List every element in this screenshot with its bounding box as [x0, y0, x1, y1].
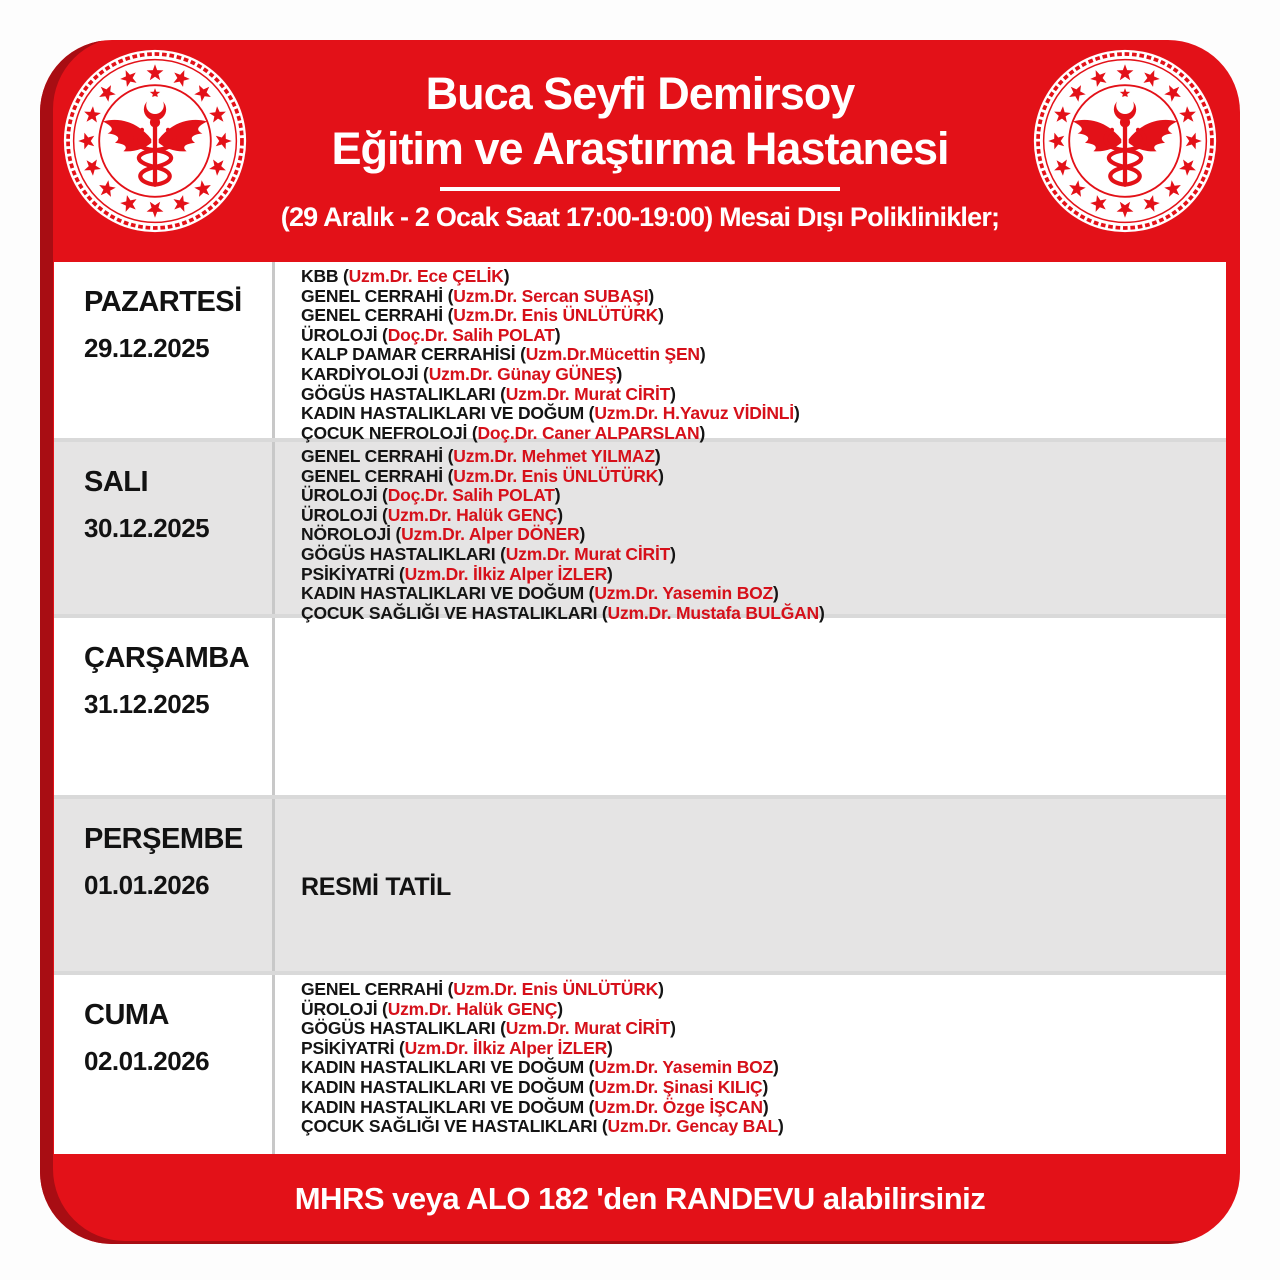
- department-name: ÇOCUK SAĞLIĞI VE HASTALIKLARI (: [301, 602, 608, 623]
- closing-paren: ): [658, 305, 664, 326]
- department-name: KADIN HASTALIKLARI VE DOĞUM (: [301, 1096, 595, 1117]
- department-name: GENEL CERRAHİ (: [301, 285, 454, 306]
- department-name: GÖGÜS HASTALIKLARI (: [301, 383, 506, 404]
- closing-paren: ): [819, 602, 825, 623]
- closing-paren: ): [773, 1057, 779, 1078]
- schedule-entry: [301, 525, 1214, 545]
- closing-paren: ): [762, 1096, 769, 1117]
- day-cell: [54, 442, 272, 614]
- day-name: ÇARŞAMBA: [84, 642, 250, 674]
- day-date: 31.12.2025: [84, 689, 210, 719]
- doctor-name: Uzm.Dr. Sercan SUBAŞI: [453, 285, 649, 306]
- closing-paren: ): [579, 524, 586, 545]
- doctor-name: Uzm.Dr. Enis ÜNLÜTÜRK: [453, 465, 659, 486]
- schedule-entry: [301, 545, 1214, 565]
- closing-paren: ): [503, 266, 510, 286]
- doctor-name: Uzm.Dr. Yasemin BOZ: [594, 583, 774, 604]
- department-name: NÖROLOJİ (: [301, 524, 402, 545]
- department-name: ÜROLOJİ (: [301, 504, 388, 525]
- closing-paren: ): [554, 324, 561, 345]
- schedule-entry: [301, 385, 1214, 405]
- doctor-name: Doç.Dr. Salih POLAT: [387, 485, 555, 506]
- schedule-entry: [301, 584, 1214, 604]
- appointment-info-text: MHRS veya ALO 182 'den RANDEVU alabilirsiniz: [294, 1181, 986, 1216]
- department-name: GENEL CERRAHİ (: [301, 305, 454, 326]
- department-name: PSİKİYATRİ (: [301, 1037, 405, 1058]
- entries-cell: [275, 262, 1226, 443]
- day-cell: [54, 975, 272, 1154]
- closing-paren: ): [616, 363, 623, 384]
- closing-paren: ): [670, 1018, 676, 1039]
- schedule-entry: [301, 1019, 1214, 1039]
- department-name: GENEL CERRAHİ (: [301, 465, 454, 486]
- doctor-name: Uzm.Dr. Murat CİRİT: [505, 383, 671, 404]
- table-row-friday: [54, 975, 1226, 1154]
- closing-paren: ): [648, 285, 655, 306]
- day-cell: [54, 618, 272, 795]
- closing-paren: ): [699, 344, 706, 365]
- schedule-entry: [301, 424, 1214, 444]
- row-note-resmi-tatil: RESMİ TATİL: [301, 873, 451, 901]
- doctor-name: Doç.Dr. Salih POLAT: [387, 324, 555, 345]
- title-divider: [440, 187, 840, 191]
- doctor-name: Uzm.Dr.Mücettin ŞEN: [525, 344, 700, 365]
- schedule-entry: [301, 326, 1214, 346]
- department-name: GÖGÜS HASTALIKLARI (: [301, 543, 506, 564]
- department-name: ÇOCUK NEFROLOJİ (: [301, 422, 478, 443]
- department-name: ÜROLOJİ (: [301, 998, 388, 1019]
- closing-paren: ): [557, 504, 563, 525]
- department-name: KALP DAMAR CERRAHİSİ (: [301, 344, 526, 365]
- footer: [40, 1154, 1240, 1244]
- doctor-name: Uzm.Dr. Mustafa BULĞAN: [607, 602, 819, 623]
- day-name: SALI: [84, 466, 149, 498]
- table-row-thursday: [54, 799, 1226, 971]
- department-name: KADIN HASTALIKLARI VE DOĞUM (: [301, 1057, 595, 1078]
- department-name: KADIN HASTALIKLARI VE DOĞUM (: [301, 403, 595, 424]
- closing-paren: ): [658, 979, 664, 999]
- doctor-name: Uzm.Dr. Alper DÖNER: [401, 524, 580, 545]
- schedule-entry: [301, 404, 1214, 424]
- closing-paren: ): [654, 446, 661, 466]
- schedule-entry: [301, 486, 1214, 506]
- schedule-entry: [301, 506, 1214, 526]
- doctor-name: Uzm.Dr. Enis ÜNLÜTÜRK: [453, 979, 659, 999]
- schedule-entry: [301, 1117, 1214, 1137]
- closing-paren: ): [658, 465, 664, 486]
- department-name: GENEL CERRAHİ (: [301, 979, 454, 999]
- entries-cell: [275, 618, 1226, 795]
- schedule-entry: [301, 1000, 1214, 1020]
- doctor-name: Doç.Dr. Caner ALPARSLAN: [477, 422, 700, 443]
- day-name: PERŞEMBE: [84, 823, 243, 855]
- doctor-name: Uzm.Dr. Gencay BAL: [607, 1116, 779, 1137]
- doctor-name: Uzm.Dr. Ece ÇELİK: [348, 266, 504, 286]
- day-name: PAZARTESİ: [84, 286, 242, 318]
- doctor-name: Uzm.Dr. Halük GENÇ: [387, 998, 558, 1019]
- schedule-entry: [301, 565, 1214, 585]
- hospital-title: [270, 66, 1010, 176]
- closing-paren: ): [699, 422, 706, 443]
- doctor-name: Uzm.Dr. Murat CİRİT: [505, 543, 671, 564]
- closing-paren: ): [670, 543, 676, 564]
- department-name: PSİKİYATRİ (: [301, 563, 405, 584]
- schedule-entry: [301, 1078, 1214, 1098]
- doctor-name: Uzm.Dr. İlkiz Alper İZLER: [404, 1037, 608, 1058]
- entries-cell: [275, 442, 1226, 623]
- department-name: ÜROLOJİ (: [301, 485, 388, 506]
- doctor-name: Uzm.Dr. Özge İŞCAN: [594, 1096, 763, 1117]
- department-name: KARDİYOLOJİ (: [301, 363, 429, 384]
- closing-paren: ): [778, 1116, 784, 1137]
- header: [40, 40, 1240, 262]
- schedule-entry: [301, 365, 1214, 385]
- department-name: GÖGÜS HASTALIKLARI (: [301, 1018, 506, 1039]
- doctor-name: Uzm.Dr. Murat CİRİT: [505, 1018, 671, 1039]
- closing-paren: ): [793, 403, 800, 424]
- closing-paren: ): [607, 563, 613, 584]
- closing-paren: ): [773, 583, 779, 604]
- department-name: KADIN HASTALIKLARI VE DOĞUM (: [301, 583, 595, 604]
- closing-paren: ): [607, 1037, 613, 1058]
- title-line-2: Eğitim ve Araştırma Hastanesi: [331, 123, 949, 174]
- table-row-monday: [54, 262, 1226, 443]
- schedule-entry: [301, 345, 1214, 365]
- doctor-name: Uzm.Dr. H.Yavuz VİDİNLİ: [594, 403, 794, 424]
- doctor-name: Uzm.Dr. Yasemin BOZ: [594, 1057, 774, 1078]
- department-name: KADIN HASTALIKLARI VE DOĞUM (: [301, 1076, 595, 1097]
- schedule-entry: [301, 306, 1214, 326]
- schedule-entry: [301, 267, 1214, 287]
- entries-cell: [275, 975, 1226, 1154]
- closing-paren: ): [762, 1076, 769, 1097]
- schedule-entry: [301, 447, 1214, 467]
- schedule-table: [54, 262, 1226, 1154]
- day-cell: [54, 262, 272, 438]
- doctor-name: Uzm.Dr. Mehmet YILMAZ: [453, 446, 655, 466]
- closing-paren: ): [554, 485, 561, 506]
- day-date: 29.12.2025: [84, 333, 210, 363]
- doctor-name: Uzm.Dr. Halük GENÇ: [387, 504, 558, 525]
- department-name: KBB (: [301, 266, 349, 286]
- schedule-entry: [301, 467, 1214, 487]
- department-name: ÇOCUK SAĞLIĞI VE HASTALIKLARI (: [301, 1116, 608, 1137]
- day-date: 01.01.2026: [84, 870, 210, 900]
- schedule-entry: [301, 980, 1214, 1000]
- entries-cell: [275, 799, 1226, 971]
- table-row-tuesday: [54, 442, 1226, 623]
- schedule-entry: [301, 1098, 1214, 1118]
- closing-paren: ): [670, 383, 676, 404]
- doctor-name: Uzm.Dr. Enis ÜNLÜTÜRK: [453, 305, 659, 326]
- poster-card: [40, 40, 1240, 1244]
- schedule-entry: [301, 1039, 1214, 1059]
- department-name: ÜROLOJİ (: [301, 324, 388, 345]
- doctor-name: Uzm.Dr. İlkiz Alper İZLER: [404, 563, 608, 584]
- day-cell: [54, 799, 272, 971]
- department-name: GENEL CERRAHİ (: [301, 446, 454, 466]
- day-name: CUMA: [84, 999, 169, 1031]
- doctor-name: Uzm.Dr. Günay GÜNEŞ: [428, 363, 617, 384]
- day-date: 30.12.2025: [84, 513, 210, 543]
- schedule-subtitle: (29 Aralık - 2 Ocak Saat 17:00-19:00) Mesai Dışı Poliklinikler;: [280, 202, 1000, 232]
- title-line-1: Buca Seyfi Demirsoy: [425, 68, 855, 119]
- closing-paren: ): [557, 998, 563, 1019]
- schedule-entry: [301, 1058, 1214, 1078]
- day-date: 02.01.2026: [84, 1046, 210, 1076]
- schedule-entry: [301, 287, 1214, 307]
- doctor-name: Uzm.Dr. Şinasi KILIÇ: [594, 1076, 763, 1097]
- table-row-wednesday: [54, 618, 1226, 795]
